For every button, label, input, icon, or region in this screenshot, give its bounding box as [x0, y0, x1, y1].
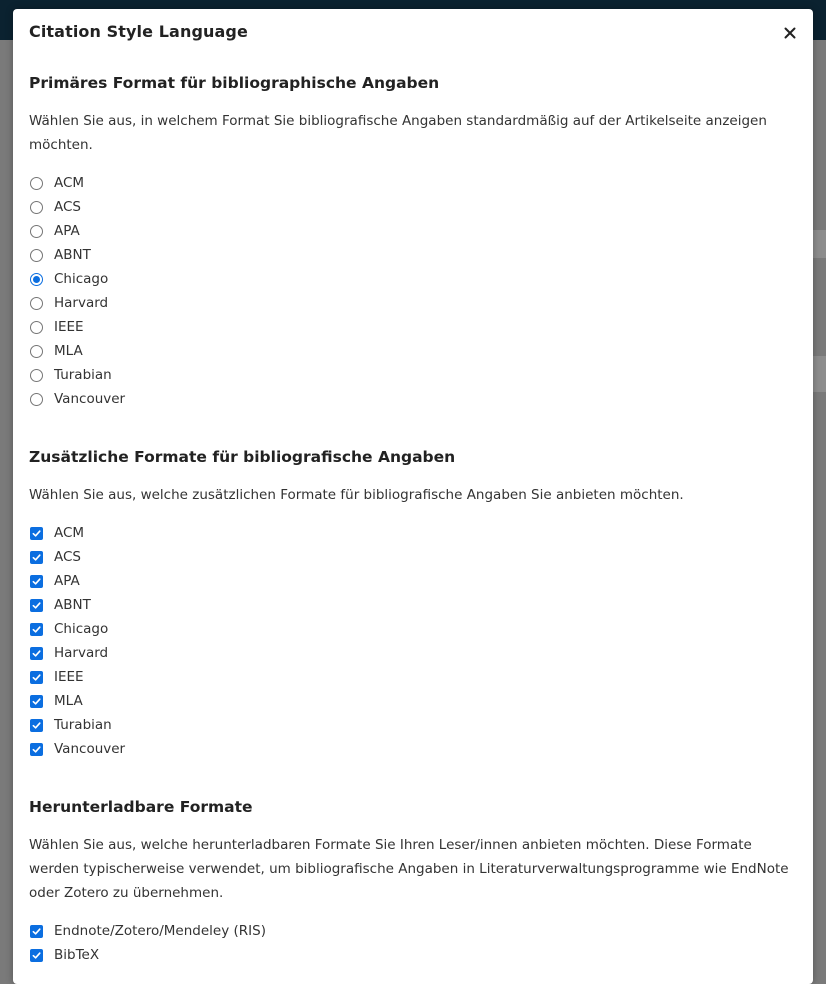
citation-style-modal: [13, 9, 813, 984]
primary-option-apa[interactable]: [29, 219, 799, 243]
primary-option-turabian[interactable]: [29, 363, 799, 387]
option-label: Vancouver: [54, 741, 126, 757]
radio-button[interactable]: [30, 297, 43, 310]
primary-option-harvard[interactable]: [29, 291, 799, 315]
modal-content: [29, 71, 799, 967]
additional-option-ieee[interactable]: [29, 665, 799, 689]
downloadable-formats-description: Wählen Sie aus, welche herunterladbaren Formate Sie Ihren Leser/innen anbieten möchten. Diese Formate werden typischerweise verwendet, um bibliografische Angaben in Literaturverwaltungsprogramme wie EndNote oder Zotero zu übernehmen.: [29, 837, 789, 901]
radio-button[interactable]: [30, 345, 43, 358]
checkbox[interactable]: [30, 575, 43, 588]
checkbox[interactable]: [30, 647, 43, 660]
option-label: ACS: [54, 549, 81, 565]
primary-option-chicago[interactable]: [29, 267, 799, 291]
primary-option-vancouver[interactable]: [29, 387, 799, 411]
checkmark-icon: [32, 927, 41, 936]
option-label: MLA: [54, 343, 83, 359]
option-label: Harvard: [54, 645, 109, 661]
primary-format-options: [29, 171, 799, 411]
option-label: ABNT: [54, 597, 91, 613]
option-label: Turabian: [54, 717, 112, 733]
close-icon: [781, 24, 799, 42]
additional-option-mla[interactable]: [29, 689, 799, 713]
option-label: APA: [54, 573, 80, 589]
option-label: Harvard: [54, 295, 109, 311]
checkmark-icon: [32, 721, 41, 730]
option-label: ACS: [54, 199, 81, 215]
checkbox[interactable]: [30, 925, 43, 938]
modal-header: [13, 9, 813, 59]
option-label: BibTeX: [54, 947, 100, 963]
checkbox[interactable]: [30, 527, 43, 540]
checkmark-icon: [32, 601, 41, 610]
checkmark-icon: [32, 697, 41, 706]
radio-button[interactable]: [30, 249, 43, 262]
additional-option-apa[interactable]: [29, 569, 799, 593]
downloadable-formats-heading: Herunterladbare Formate: [29, 798, 253, 816]
radio-button[interactable]: [30, 177, 43, 190]
checkbox[interactable]: [30, 623, 43, 636]
radio-button[interactable]: [30, 321, 43, 334]
option-label: APA: [54, 223, 80, 239]
radio-button[interactable]: [30, 201, 43, 214]
download-option-endnote-zotero-mendeley-ris[interactable]: [29, 919, 799, 943]
option-label: ABNT: [54, 247, 91, 263]
option-label: Chicago: [54, 271, 109, 287]
checkbox[interactable]: [30, 671, 43, 684]
close-button[interactable]: [781, 24, 799, 42]
option-label: MLA: [54, 693, 83, 709]
checkbox[interactable]: [30, 949, 43, 962]
primary-option-mla[interactable]: [29, 339, 799, 363]
additional-option-vancouver[interactable]: [29, 737, 799, 761]
option-label: Chicago: [54, 621, 109, 637]
option-label: Vancouver: [54, 391, 126, 407]
checkmark-icon: [32, 625, 41, 634]
checkmark-icon: [32, 649, 41, 658]
checkmark-icon: [32, 529, 41, 538]
backdrop-element: [813, 356, 826, 392]
additional-option-turabian[interactable]: [29, 713, 799, 737]
radio-button[interactable]: [30, 369, 43, 382]
primary-option-acs[interactable]: [29, 195, 799, 219]
downloadable-formats-options: [29, 919, 799, 967]
checkmark-icon: [32, 951, 41, 960]
additional-formats-description: Wählen Sie aus, welche zusätzlichen Formate für bibliografische Angaben Sie anbieten möchten.: [29, 487, 684, 503]
option-label: IEEE: [54, 669, 84, 685]
additional-option-abnt[interactable]: [29, 593, 799, 617]
radio-button[interactable]: [30, 225, 43, 238]
additional-option-acs[interactable]: [29, 545, 799, 569]
additional-option-harvard[interactable]: [29, 641, 799, 665]
option-label: IEEE: [54, 319, 84, 335]
radio-button[interactable]: [30, 273, 43, 286]
option-label: ACM: [54, 175, 85, 191]
primary-option-ieee[interactable]: [29, 315, 799, 339]
primary-format-heading: Primäres Format für bibliographische Angaben: [29, 74, 440, 92]
additional-formats-heading: Zusätzliche Formate für bibliografische Angaben: [29, 448, 456, 466]
checkmark-icon: [32, 577, 41, 586]
checkbox[interactable]: [30, 743, 43, 756]
checkbox[interactable]: [30, 551, 43, 564]
checkbox[interactable]: [30, 719, 43, 732]
additional-option-chicago[interactable]: [29, 617, 799, 641]
checkmark-icon: [32, 673, 41, 682]
primary-option-acm[interactable]: [29, 171, 799, 195]
option-label: ACM: [54, 525, 85, 541]
checkmark-icon: [32, 553, 41, 562]
primary-format-description: Wählen Sie aus, in welchem Format Sie bibliografische Angaben standardmäßig auf der Artikelseite anzeigen möchten.: [29, 113, 767, 153]
checkmark-icon: [32, 745, 41, 754]
download-option-bibtex[interactable]: [29, 943, 799, 967]
additional-option-acm[interactable]: [29, 521, 799, 545]
modal-title: Citation Style Language: [29, 22, 248, 41]
checkbox[interactable]: [30, 599, 43, 612]
radio-button[interactable]: [30, 393, 43, 406]
option-label: Turabian: [54, 367, 112, 383]
checkbox[interactable]: [30, 695, 43, 708]
primary-option-abnt[interactable]: [29, 243, 799, 267]
additional-formats-options: [29, 521, 799, 761]
option-label: Endnote/Zotero/Mendeley (RIS): [54, 923, 266, 939]
backdrop-element: [813, 230, 826, 258]
